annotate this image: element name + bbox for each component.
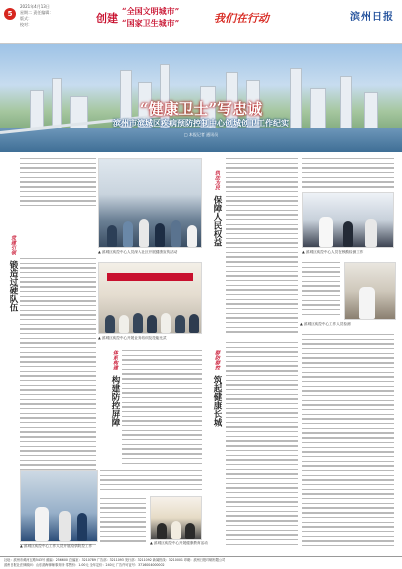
section-kicker: 群防群控 bbox=[214, 350, 220, 370]
photo-health-education bbox=[150, 496, 202, 540]
footer-line-1: 社址：滨州市黄河五路543号 邮编：256600 总编室：3210789 广告部：3211093 发行部：3211092 新闻热线：3210001 印刷：滨州日报印刷有限公司 bbox=[4, 558, 226, 562]
person-figure bbox=[105, 315, 115, 333]
person-figure bbox=[171, 220, 181, 247]
meta-line: 星期二 责任编辑： bbox=[20, 10, 54, 15]
person-figure bbox=[133, 313, 143, 333]
photo-caption: ▲ 滨城区疾控中心开展健康教育活动 bbox=[150, 541, 208, 545]
section-title: 构建防控屏障 bbox=[110, 375, 120, 427]
person-figure bbox=[161, 313, 171, 333]
article-column-6 bbox=[226, 158, 298, 338]
article-column-1 bbox=[20, 158, 96, 212]
person-figure bbox=[155, 223, 165, 247]
article-column-3 bbox=[122, 350, 202, 470]
section-title: 保障人民权益 bbox=[212, 195, 222, 247]
article-column-5 bbox=[100, 498, 146, 542]
paper-name: 滨州日报 bbox=[350, 12, 394, 23]
person-figure bbox=[185, 523, 195, 539]
campaign-line1: “全国文明城市” bbox=[122, 6, 180, 16]
article-column-9 bbox=[226, 342, 298, 552]
person-figure bbox=[175, 315, 185, 333]
person-figure bbox=[147, 315, 157, 333]
section-kicker: 体系构建 bbox=[112, 350, 118, 370]
photo-caption: ▲ 滨城区疾控中心人员深入社区开展健康宣传活动 bbox=[98, 250, 178, 254]
person-figure bbox=[157, 523, 167, 539]
person-figure bbox=[35, 507, 49, 541]
section-heading-law bbox=[208, 170, 227, 247]
campaign-chuang: 创建 bbox=[96, 12, 118, 25]
photo-epidemic-control bbox=[20, 470, 98, 542]
section-title: 筑起健康长城 bbox=[212, 375, 222, 427]
article-column-10 bbox=[302, 334, 394, 552]
person-figure bbox=[123, 221, 133, 247]
photo-training bbox=[98, 262, 202, 334]
campaign-banner bbox=[96, 4, 301, 40]
photo-lab-detection bbox=[344, 262, 396, 320]
article-column-7 bbox=[302, 158, 394, 190]
masthead bbox=[0, 0, 402, 44]
photo-caption: ▲ 滨城区疾控中心开展业务培训及技能比武 bbox=[98, 336, 167, 340]
person-figure bbox=[319, 217, 333, 247]
hero-banner bbox=[0, 44, 402, 152]
person-figure bbox=[77, 513, 87, 541]
article-column-4 bbox=[100, 470, 202, 495]
photo-caption: ▲ 滨城区疾控中心人员在核酸检测工作 bbox=[302, 250, 364, 254]
person-figure bbox=[189, 314, 199, 333]
photo-nucleic-acid-testing bbox=[302, 192, 394, 248]
edition-meta bbox=[20, 4, 53, 28]
edition-badge: 5 bbox=[4, 8, 16, 20]
photo-community-outreach bbox=[98, 158, 202, 248]
section-title: 锻造过硬队伍 bbox=[8, 260, 18, 312]
page-footer bbox=[0, 556, 402, 569]
hero-title: “健康卫士”写忠诚 bbox=[139, 100, 263, 118]
meta-line: 校对： bbox=[20, 22, 32, 27]
person-figure bbox=[359, 287, 375, 319]
section-kicker: 党建引领 bbox=[10, 235, 16, 255]
training-banner bbox=[107, 273, 193, 281]
hero-byline: □ 本报记者 通讯员 bbox=[183, 132, 219, 137]
article-column-8 bbox=[302, 262, 340, 320]
person-figure bbox=[365, 219, 377, 247]
person-figure bbox=[139, 219, 149, 247]
person-figure bbox=[107, 225, 117, 247]
meta-line: 2021年4月13日 bbox=[20, 4, 50, 9]
section-heading-party bbox=[4, 235, 23, 312]
photo-caption: ▲ 滨城区疾控中心工作人员检测 bbox=[300, 322, 351, 326]
footer-line-2: 滨州日报社法律顾问：山东渤海律师事务所 零售价：1.00元 全年定价：240元 广告许可证号：3716004000002 bbox=[4, 563, 165, 567]
person-figure bbox=[171, 521, 181, 539]
photo-caption: ▲ 滨城区疾控中心工作人员开展疫情防控工作 bbox=[20, 544, 93, 548]
hero-subtitle: 滨州市滨城区疾病预防控制中心创城创卫工作纪实 bbox=[113, 119, 289, 128]
person-figure bbox=[119, 315, 129, 333]
person-figure bbox=[343, 221, 353, 247]
campaign-action: 我们在行动 bbox=[214, 12, 269, 25]
person-figure bbox=[187, 225, 197, 247]
person-figure bbox=[59, 511, 71, 541]
section-kicker: 执法为民 bbox=[214, 170, 220, 190]
meta-line: 版式： bbox=[20, 16, 32, 21]
section-heading-prevention bbox=[208, 350, 227, 427]
campaign-line2: “国家卫生城市” bbox=[122, 18, 180, 28]
